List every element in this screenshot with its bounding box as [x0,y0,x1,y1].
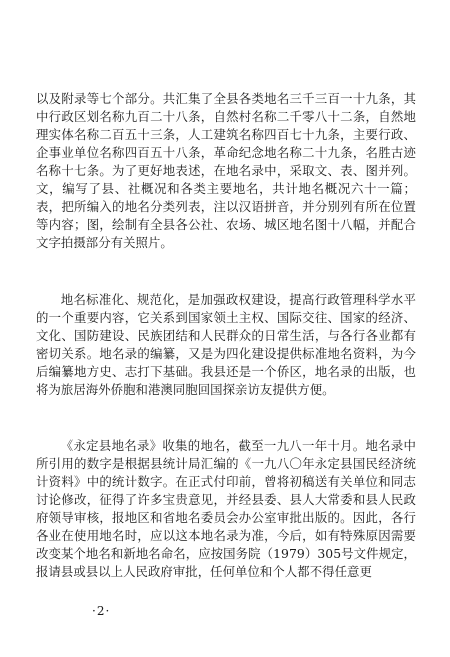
paragraph-standardization: 地名标准化、规范化，是加强政权建设，提高行政管理科学水平的一个重要内容，它关系到国家领土主权、国际交往、国家的经济、文化、国防建设、民族团结和人民群众的日常生活，与各行各业都有密切关系。地名录的编纂，又是为四化建设提供标准地名资料，为今后编纂地方史、志打下基础。我县还是一个侨区，地名录的出版，也将为旅居海外侨胞和港澳同胞回国探亲访友提供方便。 [36,292,416,397]
paragraph-contents-summary: 以及附录等七个部分。共汇集了全县各类地名三千三百一十九条，其中行政区划名称九百二十八条，自然村名称二千零八十二条，自然地理实体名称二百五十三条，人工建筑名称四百七十九条，主要行政、企事业单位名称四百五十八条，革命纪念地名称二十九条，名胜古迹名称十七条。为了更好地表述，在地名录中，采取文、表、图并列。文，编写了县、社概况和各类主要地名，共计地名概况六十一篇；表，把所编入的地名分类列表，注以汉语拼音，并分别列有所在位置等内容；图，绘制有全县各公社、农场、城区地名图十八幅，并配合文字拍摄部分有关照片。 [36,91,416,250]
page-number: ·2· [92,604,111,618]
paragraph-collection-scope: 《永定县地名录》收集的地名，截至一九八一年十月。地名录中所引用的数字是根据县统计局汇编的《一九八〇年永定县国民经济统计资料》中的统计数字。在正式付印前，曾将初稿送有关单位和同志讨论修改，征得了许多宝贵意见，并经县委、县人大常委和县人民政府领导审核，报地区和省地名委员会办公室审批出版的。因此，各行各业在使用地名时，应以这本地名录为准，今后，如有特殊原因需要改变某个地名和新地名命名，应按国务院（1979）305号文件规定，报请县或县以上人民政府审批，任何单位和个人都不得任意更 [36,438,416,579]
